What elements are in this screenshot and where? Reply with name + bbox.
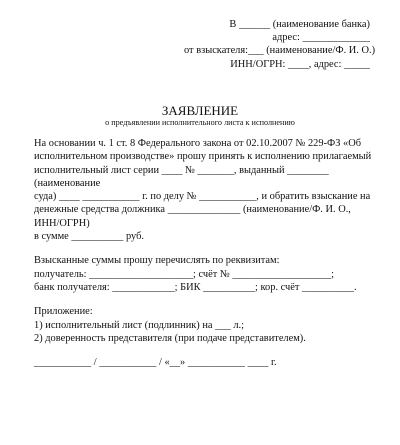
claimant-line: от взыскателя:___ (наименование/Ф. И. О.): [184, 45, 376, 57]
requisites-line: банк получателя: ____________; БИК __________; кор. счёт __________.: [34, 281, 357, 293]
paragraph-line: исполнительном производстве» прошу принять к исполнению прилагаемый: [34, 151, 372, 163]
document-body: [34, 137, 370, 369]
requisites-heading: Взысканные суммы прошу перечислять по реквизитам:: [34, 255, 280, 267]
attachments-heading: Приложение:: [34, 306, 93, 318]
paragraph-line: ИНН/ОГРН): [34, 217, 90, 229]
spacer: [34, 294, 370, 305]
paragraph-line: денежные средства должника ______________ (наименование/Ф. И. О.,: [34, 204, 351, 216]
claimant-inn-line: ИНН/ОГРН: ____, адрес: _____: [230, 58, 370, 70]
paragraph-line: (наименование: [34, 177, 101, 189]
requisites-line: получатель: ____________________; счёт № ___________________;: [34, 268, 335, 280]
document-subtitle: о предъявлении исполнительного листа к исполнению: [105, 118, 295, 127]
bank-address-line: адрес: _____________: [272, 32, 370, 44]
signature-line: ___________ / ___________ / «__» ___________ ____ г.: [34, 357, 277, 369]
spacer: [34, 345, 370, 356]
paragraph-line: суда) ____ ___________ г. по делу № ___________, и обратить взыскание на: [34, 191, 371, 203]
spacer: [34, 243, 370, 254]
attachment-item: 2) доверенность представителя (при подаче представителем).: [34, 332, 306, 344]
paragraph-line: в сумме __________ руб.: [34, 231, 144, 243]
paragraph-line: На основании ч. 1 ст. 8 Федерального закона от 02.10.2007 № 229-ФЗ «Об: [34, 138, 362, 149]
bank-line: В ______ (наименование банка): [229, 19, 370, 30]
document-title: ЗАЯВЛЕНИЕ: [161, 103, 239, 118]
addressee-block: [184, 18, 376, 71]
attachment-item: 1) исполнительный лист (подлинник) на ___ л.;: [34, 319, 244, 331]
paragraph-line: исполнительный лист серии ____ № _______, выданный ________: [34, 164, 329, 176]
